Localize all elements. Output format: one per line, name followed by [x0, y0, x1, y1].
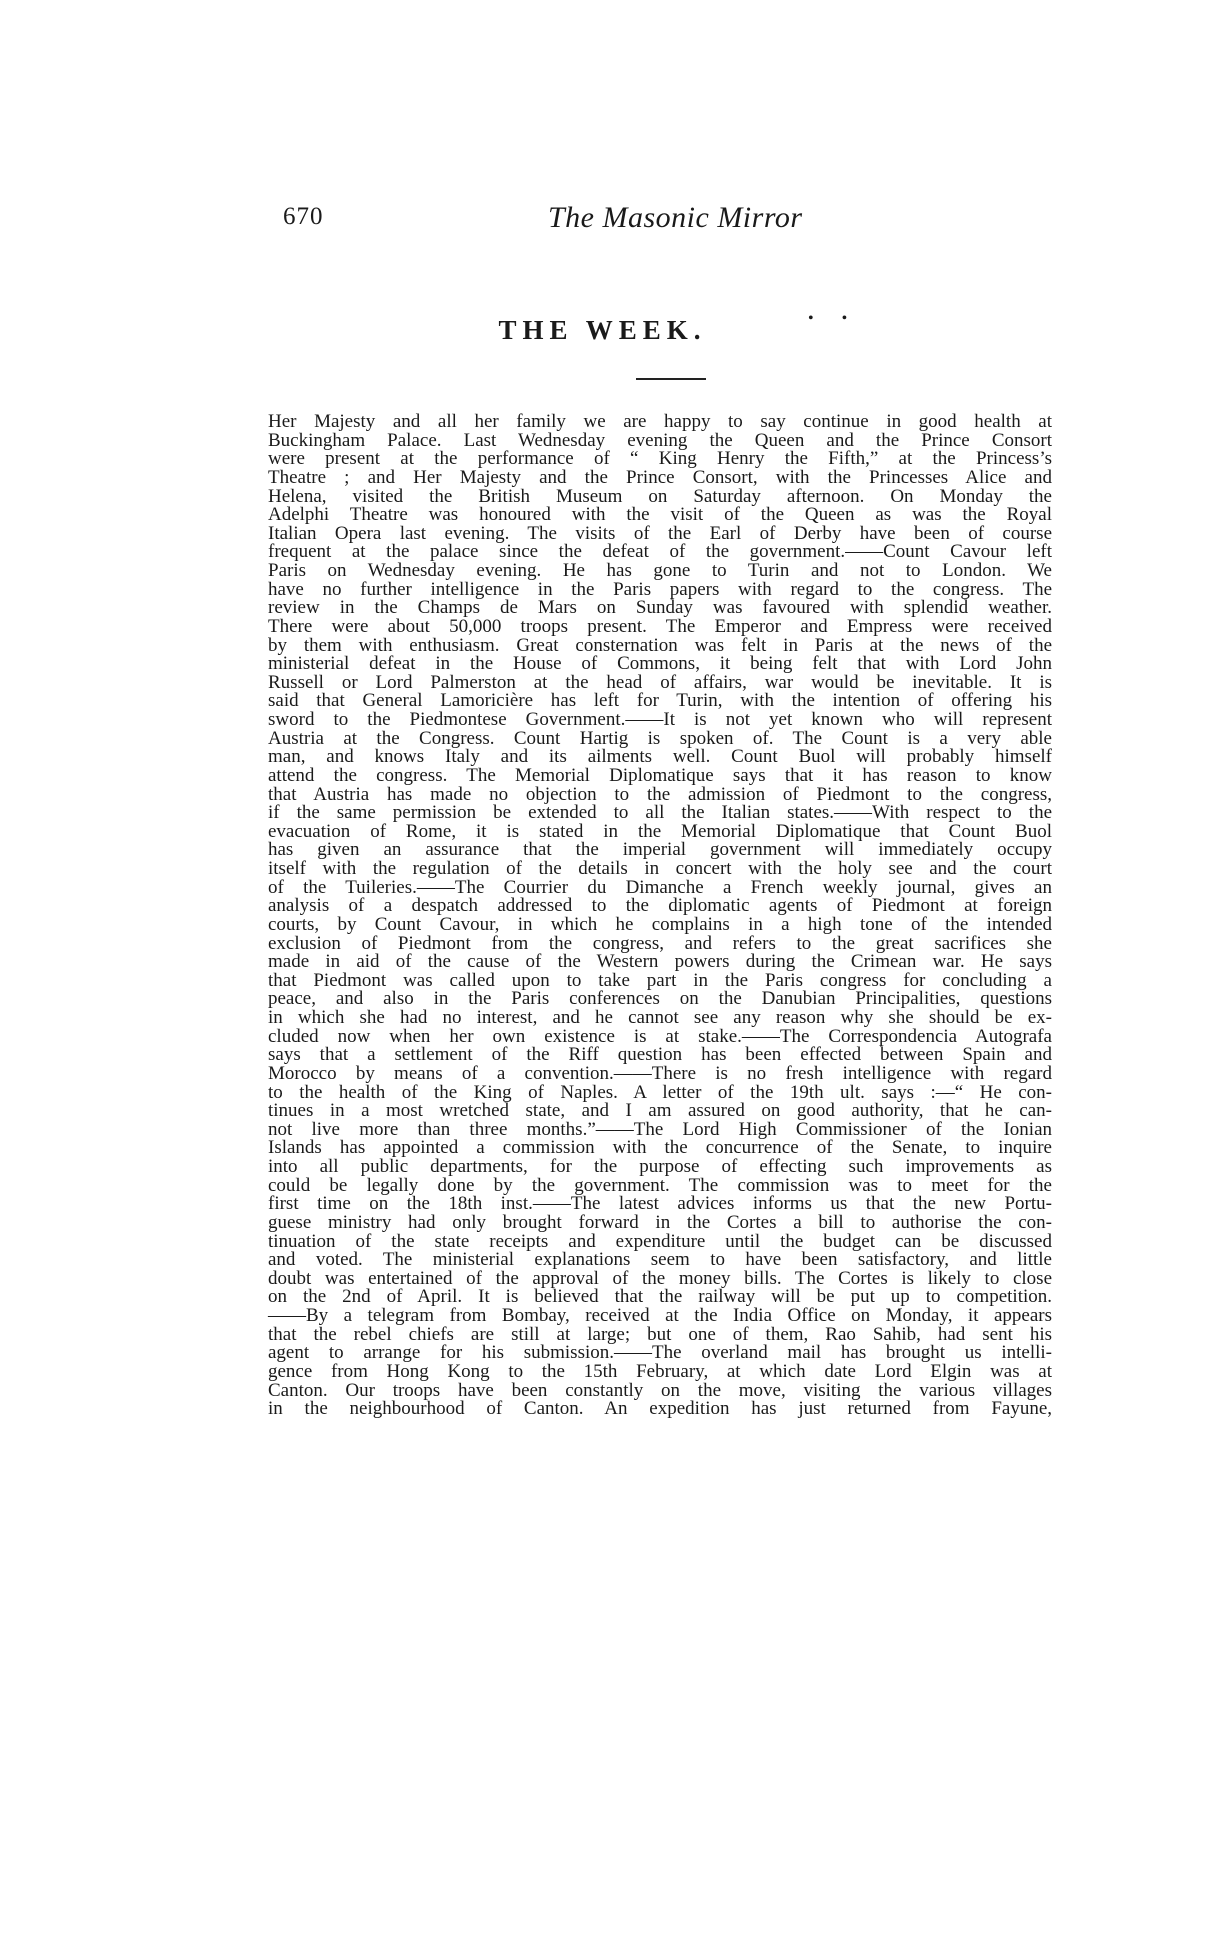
article-line-text: were present at the performance of “ King Henry the Fifth,” at the Princess’s — [268, 448, 1052, 470]
article-line-text: that Piedmont was called upon to take part in the Paris congress for concluding a — [268, 969, 1052, 991]
article-line-text: that the rebel chiefs are still at large; but one of them, Rao Sahib, had sent his — [268, 1323, 1052, 1345]
article-line-text: doubt was entertained of the approval of the money bills. The Cortes is likely to close — [268, 1267, 1052, 1289]
article-line-text: has given an assurance that the imperial government will immediately occupy — [268, 839, 1052, 861]
article-line-text: tinuation of the state receipts and expenditure until the budget can be discussed — [268, 1230, 1052, 1252]
article-line-text: by them with enthusiasm. Great consternation was felt in Paris at the news of the — [268, 634, 1052, 656]
article-line-text: courts, by Count Cavour, in which he complains in a high tone of the intended — [268, 913, 1052, 935]
article-line-text: that Austria has made no objection to the admission of Piedmont to the congress, — [268, 783, 1052, 805]
article-line-text: cluded now when her own existence is at stake.——The Correspondencia Autografa — [268, 1025, 1052, 1047]
article-line-text: says that a settlement of the Riff question has been effected between Spain and — [268, 1044, 1052, 1066]
article-line-text: could be legally done by the government. The commission was to meet for the — [268, 1174, 1052, 1196]
section-title: THE WEEK. — [498, 315, 707, 345]
running-head — [283, 203, 1063, 243]
article-line-text: Theatre ; and Her Majesty and the Prince Consort, with the Princesses Alice and — [268, 466, 1052, 488]
article-line-text: exclusion of Piedmont from the congress, and refers to the great sacrifices she — [268, 932, 1052, 954]
article-line-text: said that General Lamoricière has left for Turin, with the intention of offering his — [268, 690, 1052, 712]
article-line-text: have no further intelligence in the Paris papers with regard to the congress. The — [268, 578, 1052, 600]
article-line-text: first time on the 18th inst.——The latest advices informs us that the new Portu- — [268, 1193, 1052, 1215]
article-line-text: to the health of the King of Naples. A letter of the 19th ult. says :—“ He con- — [268, 1081, 1052, 1103]
article-line-text: Canton. Our troops have been constantly on the move, visiting the various villages — [268, 1379, 1052, 1401]
article-line-text: agent to arrange for his submission.——The overland mail has brought us intelli- — [268, 1342, 1052, 1364]
article-body — [268, 413, 1052, 1419]
article-line-text: frequent at the palace since the defeat of the government.——Count Cavour left — [268, 541, 1052, 563]
article-line-text: and voted. The ministerial explanations seem to have been satisfactory, and little — [268, 1249, 1052, 1271]
article-line-text: on the 2nd of April. It is believed that the railway will be put up to competition. — [268, 1286, 1052, 1308]
article-line-text: analysis of a despatch addressed to the diplomatic agents of Piedmont at foreign — [268, 895, 1052, 917]
article-line-text: Buckingham Palace. Last Wednesday evening the Queen and the Prince Consort — [268, 429, 1052, 451]
article-line-text: evacuation of Rome, it is stated in the Memorial Diplomatique that Count Buol — [268, 820, 1052, 842]
article-line-text: tinues in a most wretched state, and I am assured on good authority, that he can- — [268, 1100, 1052, 1122]
article-line-text: itself with the regulation of the details in concert with the holy see and the court — [268, 858, 1052, 879]
article-line-text: man, and knows Italy and its ailments well. Count Buol will probably himself — [268, 746, 1052, 768]
article-line-text: in which she had no interest, and he cannot see any reason why she should be ex- — [268, 1007, 1052, 1028]
journal-title: The Masonic Mirror — [548, 201, 803, 234]
article-line-text: not live more than three months.”——The Lord High Commissioner of the Ionian — [268, 1118, 1052, 1140]
article-line-text: Adelphi Theatre was honoured with the visit of the Queen as was the Royal — [268, 504, 1052, 526]
article-line-text: Helena, visited the British Museum on Saturday afternoon. On Monday the — [268, 485, 1052, 507]
article-line-text: ——By a telegram from Bombay, received at the India Office on Monday, it appears — [268, 1305, 1052, 1326]
stray-print-marks: • • — [808, 310, 860, 327]
article-line-text: Paris on Wednesday evening. He has gone to Turin and not to London. We — [268, 560, 1052, 581]
article-line-text: Russell or Lord Palmerston at the head of affairs, war would be inevitable. It is — [268, 671, 1052, 693]
page-number: 670 — [283, 203, 324, 230]
article-line-text: if the same permission be extended to all the Italian states.——With respect to the — [268, 802, 1052, 824]
article-line-text: guese ministry had only brought forward in the Cortes a bill to authorise the con- — [268, 1211, 1052, 1233]
title-rule — [636, 378, 706, 380]
article-line-text: review in the Champs de Mars on Sunday was favoured with splendid weather. — [268, 597, 1052, 619]
article-line-text: Italian Opera last evening. The visits of the Earl of Derby have been of course — [268, 522, 1052, 544]
article-line-text: attend the congress. The Memorial Diplomatique says that it has reason to know — [268, 764, 1052, 786]
article-line-text: There were about 50,000 troops present. The Emperor and Empress were received — [268, 615, 1052, 637]
article-line-text: of the Tuileries.——The Courrier du Dimanche a French weekly journal, gives an — [268, 876, 1052, 898]
article-line-text: peace, and also in the Paris conferences on the Danubian Principalities, questions — [268, 988, 1052, 1010]
article-line-text: in the neighbourhood of Canton. An expedition has just returned from Fayune, — [268, 1398, 1052, 1420]
article-line-text: gence from Hong Kong to the 15th February, at which date Lord Elgin was at — [268, 1360, 1052, 1382]
article-line-text: Her Majesty and all her family we are happy to say continue in good health at — [268, 411, 1052, 432]
article-line-text: ministerial defeat in the House of Commons, it being felt that with Lord John — [268, 653, 1052, 675]
article-line-text: Austria at the Congress. Count Hartig is spoken of. The Count is a very able — [268, 727, 1052, 749]
article-line-text: made in aid of the cause of the Western powers during the Crimean war. He says — [268, 951, 1052, 973]
article-line-text: into all public departments, for the purpose of effecting such improvements as — [268, 1156, 1052, 1177]
article-line — [268, 1400, 1052, 1419]
article-line-text: Islands has appointed a commission with the concurrence of the Senate, to inquire — [268, 1137, 1052, 1159]
article-line-text: sword to the Piedmontese Government.——It is not yet known who will represent — [268, 709, 1052, 730]
article-line-text: Morocco by means of a convention.——There is no fresh intelligence with regard — [268, 1062, 1052, 1084]
